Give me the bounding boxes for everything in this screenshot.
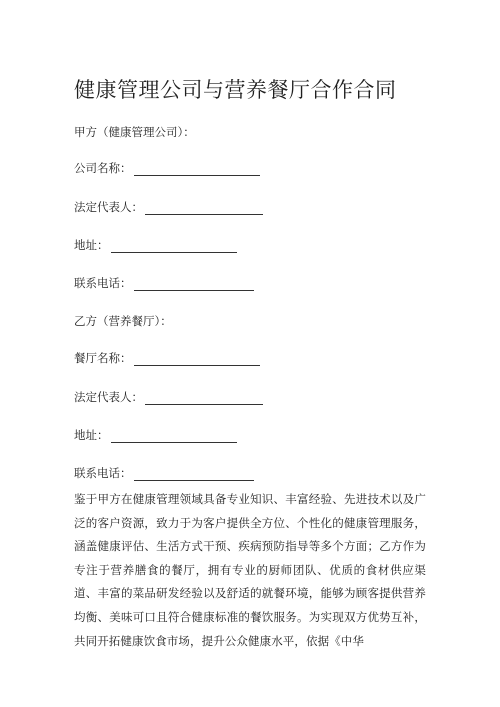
field-label: 地址：: [74, 428, 109, 442]
address-blank[interactable]: [111, 240, 237, 253]
field-label: 联系电话：: [74, 466, 132, 480]
phone-blank[interactable]: [134, 278, 254, 291]
field-label: 法定代表人：: [74, 390, 143, 404]
party-b-restaurant-name-field: [74, 350, 260, 366]
party-a-address-field: [74, 237, 237, 253]
party-b-heading: [74, 313, 172, 329]
restaurant-name-blank[interactable]: [134, 353, 260, 366]
contract-title: 健康管理公司与营养餐厅合作合同: [74, 78, 397, 102]
address-blank[interactable]: [111, 430, 237, 443]
phone-blank[interactable]: [134, 468, 254, 481]
company-name-blank[interactable]: [134, 163, 260, 176]
field-label: 法定代表人：: [74, 200, 143, 214]
party-a-legal-rep-field: [74, 199, 263, 215]
preamble-paragraph: 鉴于甲方在健康管理领域具备专业知识、丰富经验、先进技术以及广泛的客户资源，致力于为客户提供全方位、个性化的健康管理服务，涵盖健康评估、生活方式干预、疾病预防指导等多个方面；乙方作为专注于营养膳食的餐厅，拥有专业的厨师团队、优质的食材供应渠道、丰富的菜品研发经验以及舒适的就餐环境，能够为顾客提供营养均衡、美味可口且符合健康标准的餐饮服务。为实现双方优势互补，共同开拓健康饮食市场，提升公众健康水平，依据《中华: [74, 492, 426, 648]
party-b-address-field: [74, 427, 237, 443]
party-b-heading-text: 乙方（营养餐厅）：: [74, 314, 172, 328]
party-a-heading-text: 甲方（健康管理公司）：: [74, 125, 195, 139]
party-a-heading: [74, 124, 195, 140]
field-label: 地址：: [74, 238, 109, 252]
party-a-phone-field: [74, 275, 254, 291]
field-label: 联系电话：: [74, 276, 132, 290]
party-b-phone-field: [74, 465, 254, 481]
field-label: 公司名称：: [74, 161, 132, 175]
party-b-legal-rep-field: [74, 389, 263, 405]
legal-rep-blank[interactable]: [145, 392, 263, 405]
legal-rep-blank[interactable]: [145, 202, 263, 215]
party-a-company-name-field: [74, 160, 260, 176]
field-label: 餐厅名称：: [74, 351, 132, 365]
